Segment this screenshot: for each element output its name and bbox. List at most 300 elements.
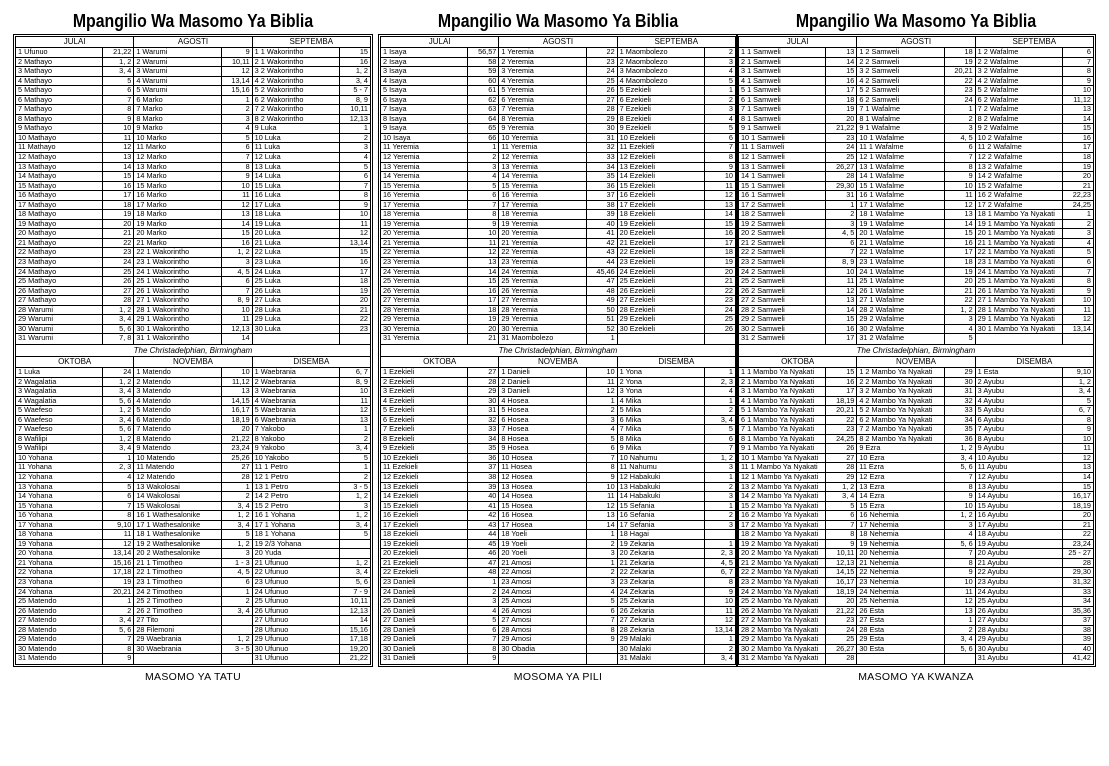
reading-book: 25 1 Wakorintho <box>136 277 190 286</box>
reading-book: 1 Waebrania <box>254 367 296 376</box>
reading-chapters: 3 <box>586 578 617 587</box>
reading-chapters: 16,17 <box>1062 492 1093 501</box>
reading-row <box>381 616 498 626</box>
reading-book: 3 Wagalatia <box>18 387 57 396</box>
reading-row <box>739 378 856 388</box>
reading-chapters: 10 <box>467 229 498 238</box>
reading-chapters: 30 <box>586 124 617 133</box>
reading-chapters: 11 <box>102 530 133 539</box>
reading-chapters: 1, 2 <box>944 511 975 520</box>
reading-book: 24 2 Mambo Ya Nyakati <box>741 587 819 596</box>
reading-row <box>253 77 370 87</box>
reading-book: 3 Warumi <box>136 67 168 76</box>
reading-chapters: 9 <box>1062 287 1093 296</box>
reading-book: 5 Yeremia <box>501 86 534 95</box>
reading-row <box>857 521 974 531</box>
reading-book: 21 Yohana <box>18 558 53 567</box>
month-column <box>739 368 857 664</box>
reading-chapters: 6 <box>704 435 735 444</box>
reading-chapters: 3, 4 <box>339 568 370 577</box>
reading-book: 17 2 Samweli <box>741 200 785 209</box>
reading-row <box>857 315 974 325</box>
reading-chapters: 5, 6 <box>944 463 975 472</box>
reading-row <box>253 153 370 163</box>
reading-chapters: 10 <box>1062 435 1093 444</box>
reading-row <box>16 239 133 249</box>
reading-book: 22 1 Timotheo <box>136 568 183 577</box>
reading-chapters: 28 <box>825 463 856 472</box>
reading-chapters: 3, 4 <box>339 521 370 530</box>
reading-book: 10 Isaya <box>383 133 411 142</box>
reading-chapters: 8 <box>944 483 975 492</box>
reading-chapters: 30 <box>944 378 975 387</box>
reading-book: 7 Mathayo <box>18 105 53 114</box>
reading-row <box>857 378 974 388</box>
reading-chapters: 13,14 <box>339 239 370 248</box>
reading-chapters: 3, 4 <box>944 454 975 463</box>
reading-row <box>253 96 370 106</box>
reading-row <box>618 248 735 258</box>
reading-row <box>499 473 616 483</box>
reading-chapters: 5 <box>944 334 975 344</box>
reading-chapters: 16 <box>825 325 856 334</box>
reading-chapters: 3 - 5 <box>221 645 252 654</box>
reading-row <box>499 597 616 607</box>
reading-chapters: 11 <box>102 134 133 143</box>
reading-row <box>16 153 133 163</box>
reading-row <box>739 387 856 397</box>
reading-row <box>618 378 735 388</box>
reading-row <box>253 201 370 211</box>
reading-row <box>134 248 251 258</box>
reading-row <box>134 588 251 598</box>
reading-chapters: 5 <box>704 425 735 434</box>
reading-row <box>499 549 616 559</box>
reading-row <box>499 568 616 578</box>
reading-book: 10 Hosea <box>501 453 533 462</box>
reading-book: 2 Yona <box>619 377 642 386</box>
reading-book: 6 Yeremia <box>501 95 534 104</box>
reading-book: 20 Yoeli <box>501 549 527 558</box>
reading-row <box>618 58 735 68</box>
reading-row <box>253 229 370 239</box>
reading-row <box>134 521 251 531</box>
reading-book: 27 1 Wakorintho <box>136 296 190 305</box>
reading-row <box>976 210 1093 220</box>
reading-chapters: 1, 2 <box>102 58 133 67</box>
reading-book: 10 Marko <box>136 133 167 142</box>
reading-chapters: 14,15 <box>825 568 856 577</box>
reading-book: 7 2 Wafalme <box>977 105 1019 114</box>
reading-book: 24 1 Wakorintho <box>136 267 190 276</box>
reading-row <box>618 201 735 211</box>
reading-book: 28 Danieli <box>383 625 416 634</box>
reading-book: 12 Mathayo <box>18 153 57 162</box>
reading-chapters: 25 <box>586 77 617 86</box>
reading-row <box>253 248 370 258</box>
reading-book: 30 1 Wakorintho <box>136 324 190 333</box>
reading-row <box>253 334 370 344</box>
reading-book: 15 1 Samweli <box>741 181 785 190</box>
reading-chapters: 8, 9 <box>339 96 370 105</box>
reading-book: 6 Mika <box>619 415 642 424</box>
reading-row <box>618 530 735 540</box>
reading-chapters: 19 <box>704 258 735 267</box>
reading-chapters: 7 <box>944 473 975 482</box>
reading-row <box>739 588 856 598</box>
reading-chapters: 15,16 <box>339 626 370 635</box>
reading-chapters: 1 <box>586 397 617 406</box>
reading-book: 11 Luka <box>254 143 281 152</box>
reading-chapters: 1, 2 <box>102 406 133 415</box>
reading-book: 31 Maombolezo <box>501 334 554 343</box>
reading-row <box>739 511 856 521</box>
reading-book: 20 2 Wathesalonike <box>136 549 201 558</box>
reading-row <box>618 568 735 578</box>
reading-row <box>253 588 370 598</box>
month-column <box>253 48 370 344</box>
reading-chapters: 58 <box>467 58 498 67</box>
reading-chapters: 1 <box>704 86 735 95</box>
reading-row <box>499 268 616 278</box>
reading-row <box>857 163 974 173</box>
reading-row <box>253 387 370 397</box>
reading-book: 5 Mika <box>619 406 642 415</box>
reading-chapters: 4 <box>339 153 370 162</box>
month-column <box>857 48 975 344</box>
reading-book: 20 Nehemia <box>859 549 899 558</box>
reading-chapters: 33 <box>586 153 617 162</box>
reading-row <box>857 153 974 163</box>
month-header: SEPTEMBA <box>1012 37 1057 46</box>
reading-row <box>739 210 856 220</box>
reading-chapters <box>1062 334 1093 344</box>
reading-book: 11 1 Wafalme <box>859 143 904 152</box>
reading-chapters: 43 <box>586 248 617 257</box>
reading-book: 30 Luka <box>254 324 281 333</box>
reading-chapters: 1, 2 <box>221 511 252 520</box>
reading-chapters: 29 <box>944 368 975 377</box>
reading-book: 16 Marko <box>136 191 167 200</box>
reading-book: 22 Yohana <box>18 568 53 577</box>
reading-chapters: 5 <box>221 530 252 539</box>
reading-chapters: 20 <box>102 220 133 229</box>
reading-row <box>618 540 735 550</box>
reading-row <box>16 277 133 287</box>
reading-row <box>976 387 1093 397</box>
reading-row <box>618 387 735 397</box>
reading-row <box>618 559 735 569</box>
reading-book: 8 1 Wafalme <box>859 114 901 123</box>
reading-row <box>618 153 735 163</box>
reading-row <box>16 58 133 68</box>
reading-chapters: 12 <box>704 191 735 200</box>
reading-chapters: 64 <box>467 115 498 124</box>
reading-row <box>253 124 370 134</box>
reading-chapters: 5 <box>339 163 370 172</box>
month-column <box>381 48 499 344</box>
reading-book: 26 Esta <box>859 606 885 615</box>
reading-chapters: 15 <box>825 67 856 76</box>
reading-book: 19 1 Mambo Ya Nyakati <box>977 219 1055 228</box>
reading-chapters: 6 <box>944 143 975 152</box>
reading-book: 13 Ayubu <box>977 482 1008 491</box>
reading-row <box>976 406 1093 416</box>
reading-book: 22 Ufunuo <box>254 568 289 577</box>
reading-chapters: 12 <box>944 597 975 606</box>
reading-book: 14 Ayubu <box>977 492 1008 501</box>
reading-chapters: 17 <box>825 387 856 396</box>
reading-chapters: 27 <box>102 287 133 296</box>
reading-chapters: 16 <box>825 77 856 86</box>
reading-book: 29 2 Mambo Ya Nyakati <box>741 635 819 644</box>
reading-row <box>253 378 370 388</box>
reading-book: 11 1 Samweli <box>741 143 785 152</box>
reading-book: 3 Maombolezo <box>619 67 668 76</box>
reading-chapters: 37 <box>586 191 617 200</box>
reading-row <box>253 511 370 521</box>
reading-row <box>381 172 498 182</box>
reading-book: 29 Malaki <box>619 635 651 644</box>
reading-row <box>976 287 1093 297</box>
reading-chapters: 20,21 <box>944 67 975 76</box>
reading-book: 8 Isaya <box>383 114 407 123</box>
reading-chapters: 49 <box>586 296 617 305</box>
reading-row <box>857 229 974 239</box>
reading-row <box>253 67 370 77</box>
reading-book: 1 Esta <box>977 367 999 376</box>
reading-book: 4 1 Mambo Ya Nyakati <box>741 396 815 405</box>
reading-book: 21 Amosi <box>501 558 532 567</box>
reading-row <box>618 191 735 201</box>
reading-chapters: 3, 4 <box>1062 387 1093 396</box>
reading-chapters: 3 <box>704 492 735 501</box>
reading-row <box>499 124 616 134</box>
reading-book: 6 2 Mambo Ya Nyakati <box>859 415 933 424</box>
reading-row <box>739 454 856 464</box>
reading-book: 8 1 Samweli <box>741 114 781 123</box>
reading-row <box>857 397 974 407</box>
reading-chapters: 31 <box>825 191 856 200</box>
reading-row <box>134 96 251 106</box>
reading-chapters: 29,30 <box>1062 568 1093 577</box>
reading-book: 4 Warumi <box>136 76 168 85</box>
reading-row <box>976 334 1093 344</box>
reading-chapters: 3 <box>825 220 856 229</box>
reading-chapters: 12 <box>825 287 856 296</box>
reading-row <box>499 172 616 182</box>
reading-book: 16 2 Wafalme <box>977 191 1023 200</box>
reading-book: 13 Hosea <box>501 482 533 491</box>
reading-row <box>739 635 856 645</box>
reading-plan-panel <box>736 8 1096 683</box>
reading-chapters: 4 <box>586 425 617 434</box>
reading-row <box>381 248 498 258</box>
reading-book: 25 Zekaria <box>619 597 655 606</box>
reading-chapters: 12 <box>221 67 252 76</box>
reading-book: 7 Hosea <box>501 425 529 434</box>
reading-chapters: 11 <box>339 220 370 229</box>
reading-row <box>381 210 498 220</box>
reading-chapters: 5, 6 <box>102 626 133 635</box>
reading-chapters: 10,11 <box>339 597 370 606</box>
reading-row <box>381 578 498 588</box>
reading-row <box>857 616 974 626</box>
reading-chapters: 15 <box>467 277 498 286</box>
month-header-row <box>16 357 370 368</box>
reading-chapters <box>586 645 617 654</box>
reading-book: 4 Ayubu <box>977 396 1004 405</box>
reading-row <box>381 626 498 636</box>
reading-chapters: 10 <box>586 368 617 377</box>
reading-book: 6 Mathayo <box>18 95 53 104</box>
reading-chapters: 2 <box>825 210 856 219</box>
reading-chapters: 13 <box>221 210 252 219</box>
reading-row <box>16 191 133 201</box>
reading-book: 25 Nehemia <box>859 597 899 606</box>
reading-book: 1 Matendo <box>136 367 171 376</box>
reading-chapters: 45 <box>467 540 498 549</box>
reading-book: 15 1 Wafalme <box>859 181 905 190</box>
reading-row <box>618 315 735 325</box>
reading-row <box>16 387 133 397</box>
reading-row <box>134 58 251 68</box>
reading-book: 16 Luka <box>254 191 281 200</box>
reading-book: 21 2 Samweli <box>741 238 785 247</box>
reading-chapters: 3 <box>339 143 370 152</box>
reading-chapters: 3, 4 <box>102 315 133 324</box>
reading-row <box>618 325 735 335</box>
reading-book: 10 Yeremia <box>501 133 538 142</box>
reading-row <box>976 626 1093 636</box>
reading-chapters: 3, 4 <box>102 416 133 425</box>
reading-book: 29 Luka <box>254 315 281 324</box>
reading-chapters: 8 <box>467 645 498 654</box>
reading-chapters: 31 <box>944 387 975 396</box>
reading-book: 1 2 Samweli <box>859 48 900 56</box>
reading-book: 17 2 Mambo Ya Nyakati <box>741 520 819 529</box>
month-grid <box>739 48 1093 344</box>
reading-book: 22 1 Wafalme <box>859 248 905 257</box>
reading-chapters: 45,46 <box>586 268 617 277</box>
reading-row <box>618 210 735 220</box>
reading-row <box>976 454 1093 464</box>
reading-book: 11 Ezekieli <box>383 463 418 472</box>
reading-row <box>739 616 856 626</box>
reading-book: 2 Maombolezo <box>619 57 668 66</box>
reading-chapters: 8 <box>339 191 370 200</box>
reading-chapters: 1, 2 <box>339 559 370 568</box>
reading-chapters: 41 <box>467 502 498 511</box>
reading-book: 3 Yeremia <box>501 67 534 76</box>
reading-chapters: 62 <box>467 96 498 105</box>
reading-row <box>253 48 370 58</box>
reading-chapters: 5, 6 <box>944 540 975 549</box>
reading-row <box>739 607 856 617</box>
reading-chapters: 3 <box>704 105 735 114</box>
reading-book: 10 Ezekieli <box>383 453 419 462</box>
reading-row <box>618 306 735 316</box>
reading-chapters: 18 <box>339 277 370 286</box>
reading-row <box>253 616 370 626</box>
reading-row <box>618 182 735 192</box>
reading-chapters: 16 <box>1062 134 1093 143</box>
reading-book: 16 Hosea <box>501 511 533 520</box>
reading-book: 29 1 Mambo Ya Nyakati <box>977 315 1055 324</box>
reading-book: 12 2 Wafalme <box>977 153 1023 162</box>
reading-chapters: 1 <box>221 588 252 597</box>
reading-chapters: 2 <box>704 483 735 492</box>
reading-row <box>976 444 1093 454</box>
reading-book: 9 2 Wafalme <box>977 124 1019 133</box>
reading-row <box>16 521 133 531</box>
reading-book <box>618 334 704 344</box>
reading-chapters: 18 <box>1062 153 1093 162</box>
reading-row <box>976 277 1093 287</box>
reading-row <box>618 635 735 645</box>
reading-book: 29 Ayubu <box>977 635 1008 644</box>
reading-book: 26 Mathayo <box>18 286 57 295</box>
reading-row <box>618 277 735 287</box>
reading-chapters: 12,13 <box>825 559 856 568</box>
reading-book: 18 Ezekieli <box>619 210 655 219</box>
reading-book: 17 1 Yohana <box>254 520 296 529</box>
reading-row <box>739 58 856 68</box>
reading-book: 16 Sefania <box>619 511 655 520</box>
reading-book: 7 Isaya <box>383 105 407 114</box>
reading-book: 21 Luka <box>254 238 281 247</box>
reading-chapters: 8 <box>1062 416 1093 425</box>
reading-row <box>739 325 856 335</box>
reading-book: 7 Mika <box>619 425 642 434</box>
reading-chapters: 36 <box>586 182 617 191</box>
reading-chapters: 9 <box>1062 77 1093 86</box>
reading-row <box>381 105 498 115</box>
reading-chapters: 9 <box>944 568 975 577</box>
reading-book: 27 Tito <box>136 616 159 625</box>
reading-book: 2 1 Samweli <box>741 57 781 66</box>
reading-row <box>499 588 616 598</box>
reading-chapters: 20 <box>825 115 856 124</box>
reading-book: 8 Yakobo <box>254 434 285 443</box>
reading-book: 15 Luka <box>254 181 281 190</box>
reading-chapters: 8 <box>944 559 975 568</box>
reading-chapters: 61 <box>467 86 498 95</box>
reading-book: 1 Yona <box>619 367 642 376</box>
reading-chapters: 11,12 <box>1062 96 1093 105</box>
reading-row <box>381 325 498 335</box>
reading-row <box>618 425 735 435</box>
reading-book: 22 Yeremia <box>501 248 538 257</box>
reading-chapters: 12 <box>586 387 617 396</box>
reading-book: 3 Isaya <box>383 67 407 76</box>
reading-book: 6 Isaya <box>383 95 407 104</box>
reading-book: 31 1 Wakorintho <box>136 334 190 343</box>
reading-book: 28 Matendo <box>18 625 57 634</box>
reading-book: 24 Zekaria <box>619 587 655 596</box>
reading-book: 9 Ezekieli <box>619 124 651 133</box>
reading-chapters <box>586 654 617 664</box>
reading-book: 21 Ufunuo <box>254 558 289 567</box>
reading-chapters: 15 <box>221 229 252 238</box>
reading-row <box>499 163 616 173</box>
reading-book: 16 Yeremia <box>501 191 538 200</box>
reading-chapters: 5 <box>102 483 133 492</box>
reading-chapters: 24 <box>102 368 133 377</box>
reading-row <box>499 182 616 192</box>
reading-chapters: 18,19 <box>1062 502 1093 511</box>
reading-chapters: 28 <box>467 378 498 387</box>
